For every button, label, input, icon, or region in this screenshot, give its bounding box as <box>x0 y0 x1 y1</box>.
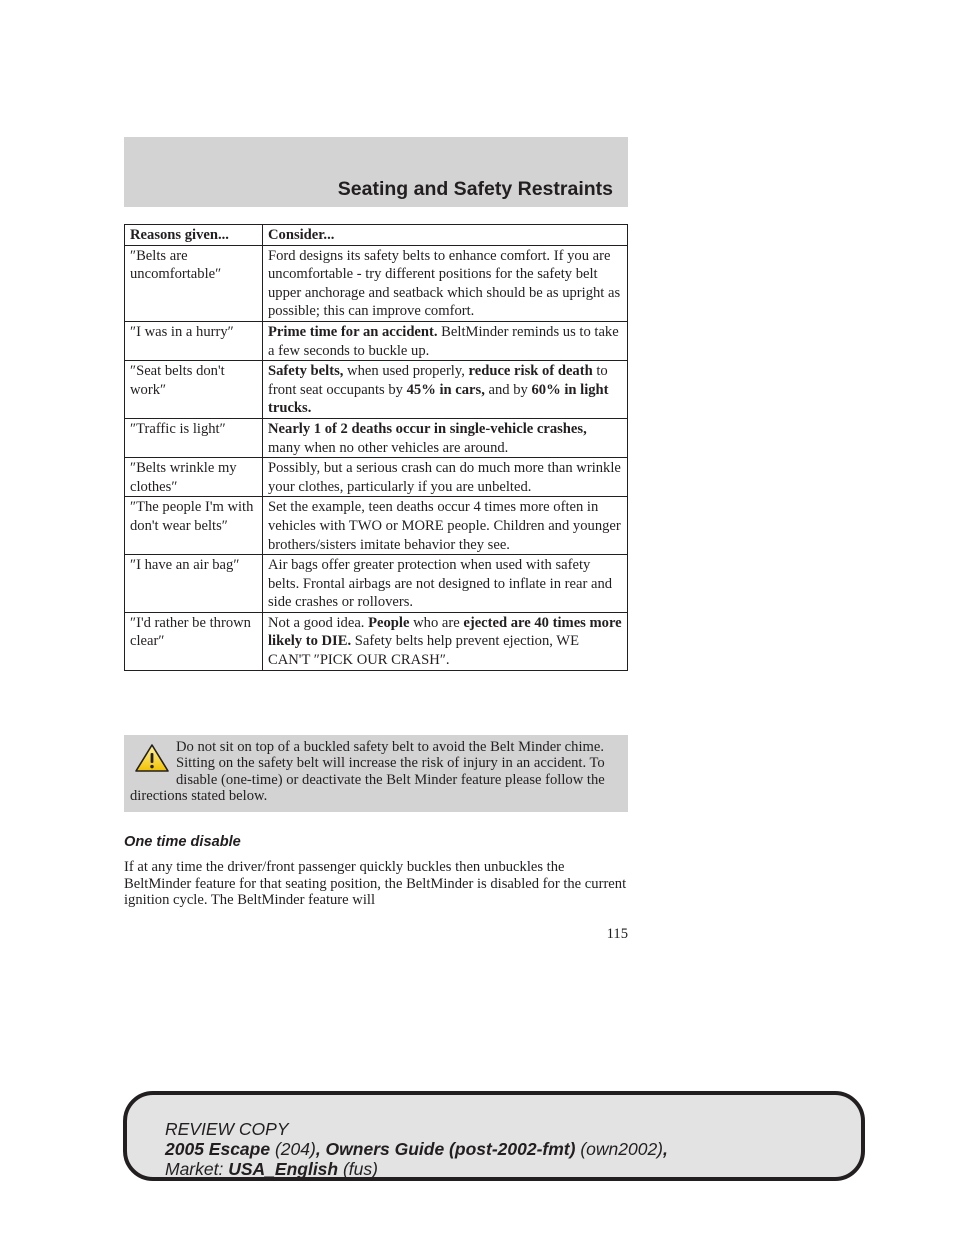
reason-cell: ″I'd rather be thrown clear″ <box>125 612 263 670</box>
emphasis-text: Prime time for an accident. <box>268 323 438 340</box>
reason-cell: ″Seat belts don't work″ <box>125 361 263 419</box>
column-header-reasons: Reasons given... <box>125 225 263 246</box>
table-row <box>125 321 628 360</box>
consider-text: and by <box>484 381 532 398</box>
review-line-1: REVIEW COPY <box>165 1119 289 1139</box>
consider-cell <box>263 361 628 419</box>
consider-text: Possibly, but a serious crash can do much more than wrinkle your clothes, particularly if you are unbelted. <box>268 460 621 495</box>
table-row <box>125 458 628 497</box>
consider-cell <box>263 458 628 497</box>
subheading: One time disable <box>124 834 241 850</box>
emphasis-text: 45% in cars, <box>406 381 485 398</box>
emphasis-text: ejected are 40 times more likely to DIE. <box>268 614 622 650</box>
reason-cell: ″Belts wrinkle my clothes″ <box>125 458 263 497</box>
reason-cell: ″Belts are uncomfortable″ <box>125 245 263 321</box>
emphasis-text: Nearly 1 of 2 deaths occur in single-vehicle crashes, <box>268 420 587 437</box>
consider-cell <box>263 612 628 670</box>
table-header-row <box>125 225 628 246</box>
section-title: Seating and Safety Restraints <box>337 178 613 200</box>
emphasis-text: reduce risk of death <box>468 363 593 380</box>
emphasis-text: Safety belts, <box>268 363 344 380</box>
column-header-consider: Consider... <box>263 225 628 246</box>
consider-cell <box>263 418 628 457</box>
table-body <box>125 245 628 670</box>
consider-text: Air bags offer greater protection when used with safety belts. Frontal airbags are not designed to inflate in rear and side crashes or rollovers. <box>268 557 613 611</box>
market-code: (fus) <box>338 1159 378 1179</box>
separator: , <box>663 1139 668 1159</box>
consider-cell <box>263 245 628 321</box>
review-copy-text <box>165 1119 668 1179</box>
consider-text: Safety belts help prevent ejection, WE CAN'T ″PICK OUR CRASH″. <box>268 633 579 669</box>
guide-code: (own2002) <box>575 1139 664 1159</box>
consider-text: BeltMinder reminds us to take a few seconds to buckle up. <box>268 323 619 359</box>
consider-text: when used properly, <box>343 363 469 380</box>
emphasis-text: 60% in light trucks. <box>268 381 609 417</box>
separator: , <box>315 1139 326 1159</box>
consider-cell <box>263 497 628 555</box>
review-line-3 <box>165 1159 668 1179</box>
warning-text: Do not sit on top of a buckled safety belt to avoid the Belt Minder chime. Sitting on the safety belt will increase the risk of injury in an accident. To disable (one-time) or deactivate the Belt Minder feature please follow the directions stated below. <box>130 739 605 805</box>
reason-cell: ″Traffic is light″ <box>125 418 263 457</box>
guide-name: Owners Guide (post-2002-fmt) <box>325 1139 576 1159</box>
reasons-table <box>124 224 628 671</box>
market-name: USA_English <box>228 1159 339 1179</box>
consider-text: many when no other vehicles are around. <box>268 439 509 456</box>
reason-cell: ″I have an air bag″ <box>125 555 263 613</box>
page-number: 115 <box>606 926 628 942</box>
consider-text: Ford designs its safety belts to enhance comfort. If you are uncomfortable - try different positions for the safety belt upper anchorage and seatback which should be as upright as possible; this can improve comfort. <box>268 247 621 320</box>
consider-cell <box>263 321 628 360</box>
table-row <box>125 418 628 457</box>
consider-text: to front seat occupants by <box>268 363 608 398</box>
section-header-band <box>124 137 628 207</box>
body-paragraph: If at any time the driver/front passenger quickly buckles then unbuckles the BeltMinder feature for that seating position, the BeltMinder is disabled for the current ignition cycle. The BeltMinder feature will <box>124 859 627 909</box>
review-copy-box <box>123 1091 865 1181</box>
market-label: Market: <box>165 1159 229 1179</box>
reason-cell: ″The people I'm with don't wear belts″ <box>125 497 263 555</box>
emphasis-text: People <box>368 614 410 631</box>
consider-cell <box>263 555 628 613</box>
table-row <box>125 361 628 419</box>
reason-cell: ″I was in a hurry″ <box>125 321 263 360</box>
consider-text: who are <box>409 614 464 631</box>
model-code: (204) <box>270 1139 316 1159</box>
table-row <box>125 555 628 613</box>
table-row <box>125 612 628 670</box>
review-line-2 <box>165 1139 668 1159</box>
consider-text: Set the example, teen deaths occur 4 times more often in vehicles with TWO or MORE people. Children and younger brothers/sisters imitate behavior they see. <box>268 499 621 553</box>
warning-box <box>124 735 628 812</box>
warning-triangle-icon <box>134 743 170 775</box>
table-row <box>125 245 628 321</box>
model-name: 2005 Escape <box>165 1139 271 1159</box>
table-row <box>125 497 628 555</box>
consider-text: Not a good idea. <box>268 614 369 631</box>
